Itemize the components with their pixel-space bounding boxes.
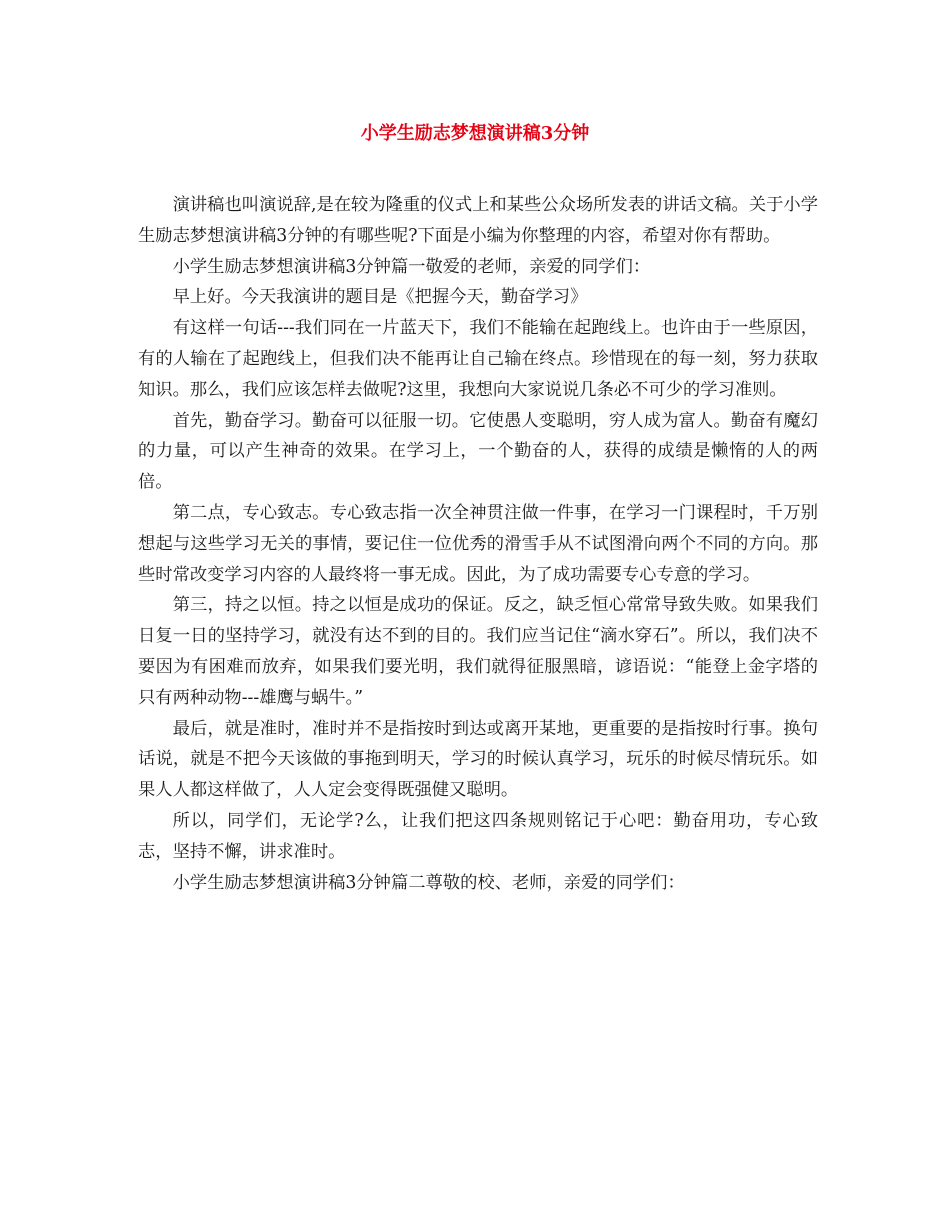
paragraph-greeting: 早上好。今天我演讲的题目是《把握今天，勤奋学习》 <box>172 287 588 308</box>
paragraph-speech-two-heading: 小学生励志梦想演讲稿3分钟篇二尊敬的校、老师，亲爱的同学们： <box>172 872 685 893</box>
paragraph-perseverance: 第三，持之以恒。持之以恒是成功的保证。反之，缺乏恒心常常导致失败。如果我们日复一日的坚持学习，就没有达不到的目的。我们应当记住“滴水穿石”。所以，我们决不要因为有困难而放弃，如果我们要光明，我们就得征服黑暗，谚语说：“能登上金字塔的只有两种动物---雄鹰与蜗牛。” <box>138 595 818 708</box>
document-body <box>138 190 818 898</box>
paragraph-concentration: 第二点，专心致志。专心致志指一次全神贯注做一件事，在学习一门课程时，千万别想起与这些学习无关的事情，要记住一位优秀的滑雪手从不试图滑向两个不同的方向。那些时常改变学习内容的人最终将一事无成。因此，为了成功需要专心专意的学习。 <box>138 502 818 585</box>
paragraph-conclusion: 所以，同学们，无论学?么，让我们把这四条规则铭记于心吧：勤奋用功，专心致志，坚持不懈，讲求准时。 <box>138 810 818 862</box>
paragraph-punctuality: 最后，就是准时，准时并不是指按时到达或离开某地，更重要的是指按时行事。换句话说，就是不把今天该做的事拖到明天，学习的时候认真学习，玩乐的时候尽情玩乐。如果人人都这样做了，人人定会变得既强健又聪明。 <box>138 718 818 801</box>
paragraph-diligence: 首先，勤奋学习。勤奋可以征服一切。它使愚人变聪明，穷人成为富人。勤奋有魔幻的力量，可以产生神奇的效果。在学习上，一个勤奋的人，获得的成绩是懒惰的人的两倍。 <box>138 410 818 493</box>
paragraph-intro: 演讲稿也叫演说辞,是在较为隆重的仪式上和某些公众场所发表的讲话文稿。关于小学生励志梦想演讲稿3分钟的有哪些呢?下面是小编为你整理的内容，希望对你有帮助。 <box>138 195 818 246</box>
document-title: 小学生励志梦想演讲稿3分钟 <box>360 123 590 144</box>
paragraph-speech-one-heading: 小学生励志梦想演讲稿3分钟篇一敬爱的老师，亲爱的同学们： <box>172 256 651 277</box>
paragraph-starting-line: 有这样一句话---我们同在一片蓝天下，我们不能输在起跑线上。也许由于一些原因，有的人输在了起跑线上，但我们决不能再让自己输在终点。珍惜现在的每一刻，努力获取知识。那么，我们应该怎样去做呢?这里，我想向大家说说几条必不可少的学习准则。 <box>138 318 818 400</box>
